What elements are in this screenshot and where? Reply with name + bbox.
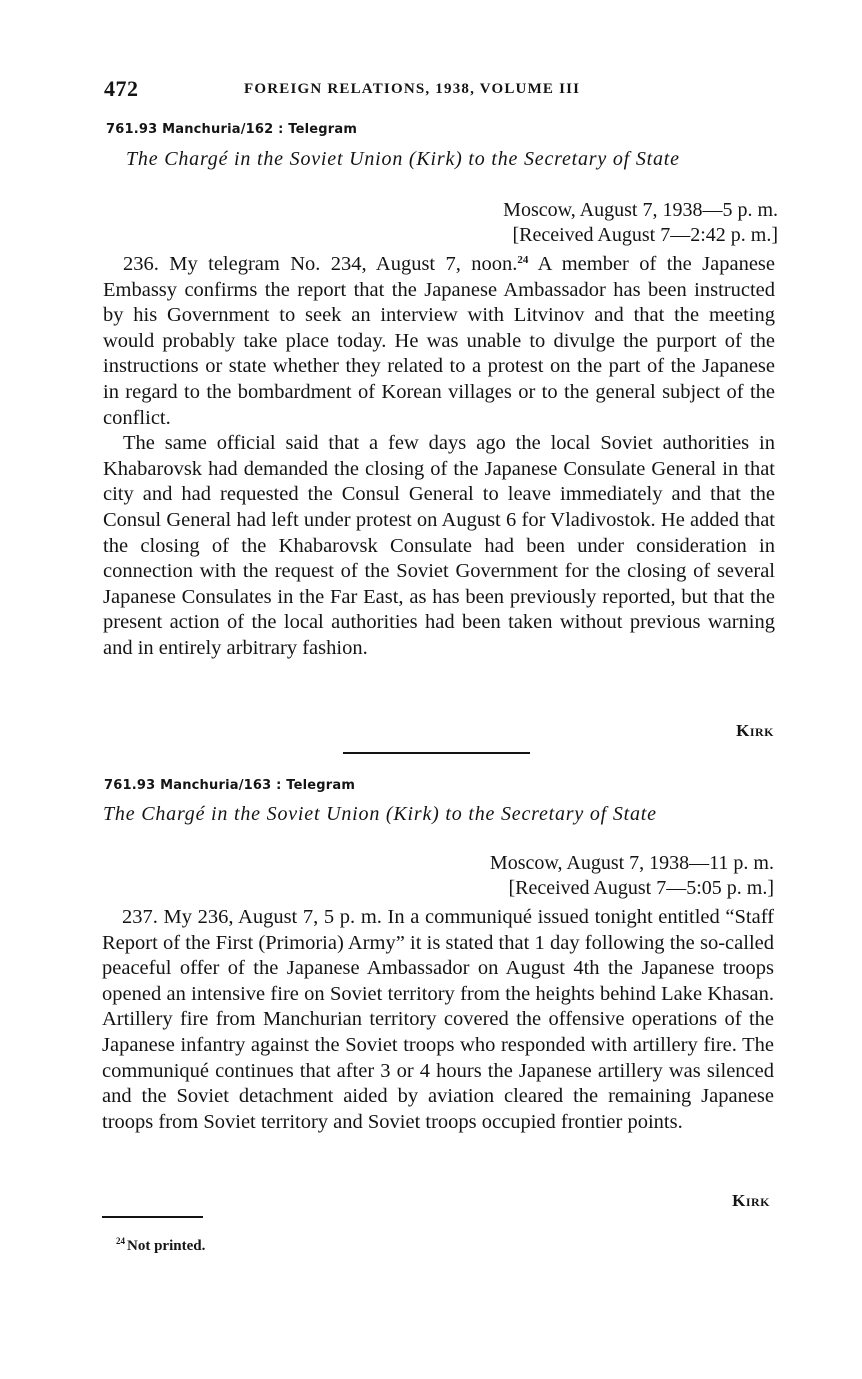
footnote-text: Not printed. <box>127 1238 206 1254</box>
signature: Kirk <box>736 721 774 740</box>
body-paragraph: The same official said that a few days ago the local Soviet authorities in Khabarovsk had demanded the closing of the Japanese Consulate General in that city and had requested the Consul General to leave immediately and that the Consul General had left under protest on August 6 for Vladivostok. He added that the closing of the Khabarovsk Consulate had been under consideration in connection with the request of the Soviet Government for the closing of several Japanese Consulates in the Far East, as has been previously reported, but that the present action of the local authorities had been taken without previous warning and in entirely arbitrary fashion. <box>103 432 775 659</box>
body-paragraph <box>103 252 775 431</box>
paragraph-text: 236. My telegram No. 234, August 7, noon. <box>123 253 518 275</box>
document-title: The Chargé in the Soviet Union (Kirk) to the Secretary of State <box>126 148 680 170</box>
section-divider <box>343 752 530 754</box>
dateline <box>503 198 778 248</box>
body-paragraph: 237. My 236, August 7, 5 p. m. In a communiqué issued tonight entitled “Staff Report of the First (Primoria) Army” it is stated that 1 day following the so-called peaceful offer of the Japanese Ambassador on August 4th the Japanese troops opened an intensive fire on Soviet territory from the heights behind Lake Khasan. Artillery fire from Manchurian territory covered the offensive operations of the Japanese infantry against the Soviet troops who responded with artillery fire. The communiqué continues that after 3 or 4 hours the Japanese artillery was silenced and the Soviet detachment aided by aviation cleared the remaining Japanese troops from Soviet territory and Soviet troops occupied frontier points. <box>102 906 774 1133</box>
file-reference: 761.93 Manchuria/162 : Telegram <box>106 122 358 137</box>
footnote <box>116 1236 205 1255</box>
dateline-sent: Moscow, August 7, 1938—5 p. m. <box>503 199 778 221</box>
page-header <box>104 76 784 106</box>
footnote-rule <box>102 1216 203 1218</box>
running-head: FOREIGN RELATIONS, 1938, VOLUME III <box>244 81 581 97</box>
dateline-received: [Received August 7—5:05 p. m.] <box>508 877 774 899</box>
document-body <box>103 252 775 662</box>
footnote-reference: 24 <box>517 254 529 266</box>
document-title: The Chargé in the Soviet Union (Kirk) to the Secretary of State <box>103 803 657 825</box>
document-body <box>102 905 774 1135</box>
dateline <box>490 851 774 901</box>
paragraph-text: A member of the Japanese Embassy confirms the report that the Japanese Ambassador has been instructed by his Government to seek an interview with Litvinov and that the meeting would probably take place today. He was unable to divulge the purport of the instructions or state whether they related to a protest on the part of the Japanese in regard to the bombardment of Korean villages or to the general subject of the conflict. <box>103 253 776 429</box>
file-reference: 761.93 Manchuria/163 : Telegram <box>104 778 356 793</box>
page-number: 472 <box>104 76 139 101</box>
dateline-received: [Received August 7—2:42 p. m.] <box>512 224 778 246</box>
footnote-marker: 24 <box>116 1236 125 1246</box>
signature: Kirk <box>732 1191 770 1210</box>
dateline-sent: Moscow, August 7, 1938—11 p. m. <box>489 852 774 874</box>
